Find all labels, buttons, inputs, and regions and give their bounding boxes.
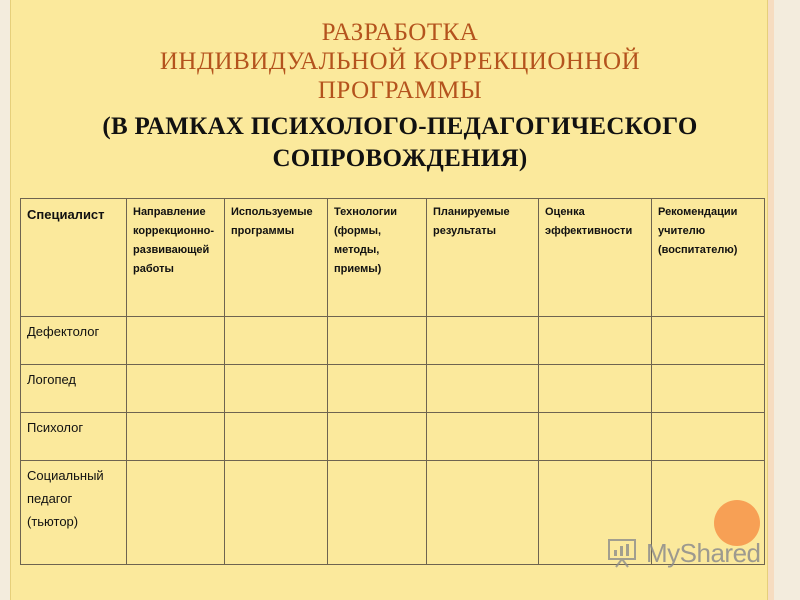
- table-cell: [225, 413, 328, 461]
- table-row: [21, 365, 765, 413]
- table-cell: [539, 317, 652, 365]
- subtitle-line-1: (В РАМКАХ ПСИХОЛОГО-ПЕДАГОГИЧЕСКОГО: [102, 113, 698, 140]
- table-cell: [427, 461, 539, 565]
- slide-title: [60, 18, 740, 175]
- title-line-3: ПРОГРАММЫ: [317, 77, 483, 104]
- table-cell: [328, 461, 427, 565]
- column-header-technologies: Технологии (формы, методы, приемы): [328, 199, 427, 317]
- row-label-psychologist: Психолог: [21, 413, 127, 461]
- table-row: [21, 413, 765, 461]
- table-cell: [127, 461, 225, 565]
- column-header-specialist: Специалист: [21, 199, 127, 317]
- title-line-2: ИНДИВИДУАЛЬНОЙ КОРРЕКЦИОННОЙ: [159, 48, 641, 75]
- column-header-direction: Направление коррекционно-развивающей работы: [127, 199, 225, 317]
- table-cell: [225, 461, 328, 565]
- table-cell: [652, 317, 765, 365]
- row-label-social-pedagogue: Социальный педагог (тьютор): [21, 461, 127, 565]
- table-cell: [539, 365, 652, 413]
- column-header-recommendations: Рекомендации учителю (воспитателю): [652, 199, 765, 317]
- table-row: [21, 317, 765, 365]
- column-header-programs: Используемые программы: [225, 199, 328, 317]
- table-cell: [427, 317, 539, 365]
- table-cell: [127, 317, 225, 365]
- side-strip: [768, 0, 774, 600]
- title-line-1: РАЗРАБОТКА: [321, 19, 479, 46]
- table-cell: [127, 413, 225, 461]
- table-cell: [652, 365, 765, 413]
- table-cell: [427, 365, 539, 413]
- column-header-planned-results: Планируемые результаты: [427, 199, 539, 317]
- table-cell: [328, 317, 427, 365]
- column-header-efficiency: Оценка эффективности: [539, 199, 652, 317]
- watermark-logo: [606, 536, 766, 572]
- watermark-text: MyShared: [646, 538, 761, 568]
- row-label-speech-therapist: Логопед: [21, 365, 127, 413]
- table-cell: [225, 317, 328, 365]
- table-cell: [127, 365, 225, 413]
- program-table: [20, 198, 765, 565]
- row-label-defectologist: Дефектолог: [21, 317, 127, 365]
- table-cell: [225, 365, 328, 413]
- table-cell: [427, 413, 539, 461]
- table-cell: [652, 413, 765, 461]
- subtitle-line-2: СОПРОВОЖДЕНИЯ): [272, 145, 528, 172]
- presentation-chart-icon: [606, 536, 640, 570]
- table-cell: [539, 413, 652, 461]
- table-cell: [328, 413, 427, 461]
- table-cell: [328, 365, 427, 413]
- header-row: [21, 199, 765, 317]
